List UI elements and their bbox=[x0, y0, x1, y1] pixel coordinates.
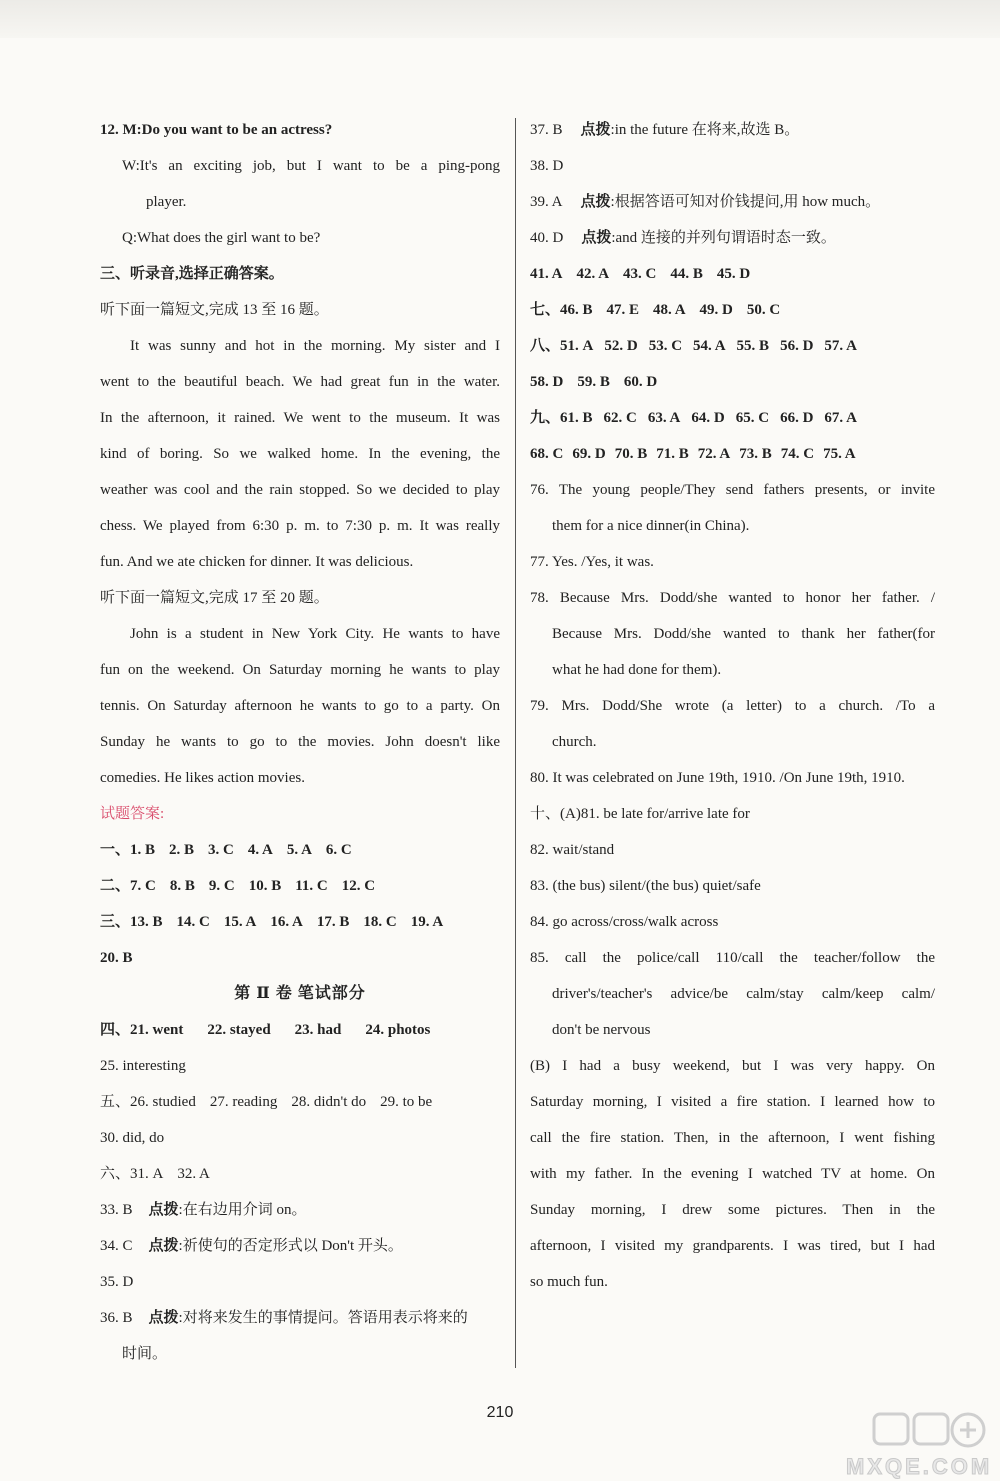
q84-line: 84. go across/cross/walk across bbox=[530, 914, 719, 930]
answer-row bbox=[100, 910, 500, 946]
answer-item: 53. C bbox=[648, 338, 683, 354]
answer-item: 22. stayed bbox=[207, 1022, 271, 1038]
answer-item: 65. C bbox=[735, 410, 770, 426]
q38-line: 38. D bbox=[530, 158, 564, 174]
answer-item: 56. D bbox=[780, 338, 814, 354]
answer-item: 72. A bbox=[697, 446, 731, 462]
q33-number: 33. B bbox=[100, 1202, 133, 1218]
section5-row2: 30. did, do bbox=[100, 1130, 165, 1146]
passage1-line: kind of boring. So we walked home. In the evening, the bbox=[100, 446, 500, 462]
answer-item: 43. C bbox=[623, 266, 657, 282]
passage1-line: chess. We played from 6:30 p. m. to 7:30 p. m. It was really bbox=[100, 518, 500, 534]
answer-item: 48. A bbox=[653, 302, 686, 318]
answer-item: 62. C bbox=[603, 410, 637, 426]
tip-label: 点拨 bbox=[581, 230, 612, 246]
tip-label: 点拨 bbox=[148, 1310, 179, 1326]
q78-cont: Because Mrs. Dodd/she wanted to thank her father(for bbox=[552, 626, 935, 642]
tip-label: 点拨 bbox=[148, 1238, 179, 1254]
q36-tip: :对将来发生的事情提问。答语用表示将来的 bbox=[178, 1310, 468, 1326]
q39-tip: :根据答语可知对价钱提问,用 how much。 bbox=[610, 194, 881, 210]
answer-item: 2. B bbox=[169, 842, 195, 858]
q39-number: 39. A bbox=[530, 194, 563, 210]
answer-item: 九、61. B bbox=[530, 410, 593, 426]
answer-item: 18. C bbox=[363, 914, 397, 930]
passage2-line: tennis. On Saturday afternoon he wants to go to a party. On bbox=[100, 698, 500, 714]
answer-item: 49. D bbox=[699, 302, 733, 318]
answer-item: 一、1. B bbox=[100, 842, 156, 858]
answer-row bbox=[530, 334, 935, 370]
answer-item: 71. B bbox=[656, 446, 689, 462]
q40-number: 40. D bbox=[530, 230, 564, 246]
partB-line: afternoon, I visited my grandparents. I was tired, but I had bbox=[530, 1238, 935, 1254]
section6-row bbox=[100, 1162, 500, 1198]
section4-row2: 25. interesting bbox=[100, 1058, 186, 1074]
q36-line bbox=[100, 1306, 500, 1342]
q35-line: 35. D bbox=[100, 1274, 134, 1290]
left-column bbox=[100, 118, 500, 1378]
watermark-text: MXQE.COM bbox=[846, 1454, 993, 1479]
answer-item: 三、13. B bbox=[100, 914, 163, 930]
q77-line: 77. Yes. /Yes, it was. bbox=[530, 554, 654, 570]
passage1-intro: 听下面一篇短文,完成 13 至 16 题。 bbox=[100, 302, 329, 318]
q85-cont: don't be nervous bbox=[552, 1022, 651, 1038]
answer-item: 58. D bbox=[530, 374, 564, 390]
answer-item: 68. C bbox=[530, 446, 564, 462]
answer-item: 50. C bbox=[746, 302, 781, 318]
answer-item: 52. D bbox=[604, 338, 638, 354]
q37-tip: :in the future 在将来,故选 B。 bbox=[610, 122, 800, 138]
column-divider bbox=[515, 118, 516, 1368]
q40-tip: :and 连接的并列句谓语时态一致。 bbox=[611, 230, 836, 246]
q40-line bbox=[530, 226, 935, 262]
answer-item: 59. B bbox=[577, 374, 610, 390]
answer-item: 75. A bbox=[823, 446, 856, 462]
answer-row bbox=[100, 946, 500, 982]
q37-number: 37. B bbox=[530, 122, 563, 138]
q36-cont: 时间。 bbox=[122, 1346, 168, 1362]
right-column bbox=[530, 118, 935, 1306]
q36-number: 36. B bbox=[100, 1310, 133, 1326]
answer-item: 60. D bbox=[623, 374, 658, 390]
answer-item: 67. A bbox=[824, 410, 857, 426]
partB-line: with my father. In the evening I watched TV at home. On bbox=[530, 1166, 935, 1182]
q78-cont: what he had done for them). bbox=[552, 662, 722, 678]
answer-item: 55. B bbox=[736, 338, 770, 354]
answer-item: 五、26. studied bbox=[100, 1094, 196, 1110]
q76-line: 76. The young people/They send fathers presents, or invite bbox=[530, 482, 935, 498]
partB-line: (B) I had a busy weekend, but I was very happy. On bbox=[530, 1058, 935, 1074]
answer-row bbox=[530, 370, 935, 406]
partB-line: Saturday morning, I visited a fire station. I learned how to bbox=[530, 1094, 935, 1110]
answer-item: 六、31. A bbox=[100, 1166, 164, 1182]
q33-tip: :在右边用介词 on。 bbox=[178, 1202, 307, 1218]
answer-item: 10. B bbox=[248, 878, 282, 894]
q12-question: Q:What does the girl want to be? bbox=[122, 230, 321, 246]
answer-item: 45. D bbox=[716, 266, 751, 282]
passage2-line: Sunday he wants to go to the movies. John doesn't like bbox=[100, 734, 500, 750]
answer-item: 69. D bbox=[572, 446, 606, 462]
passage1-line: went to the beautiful beach. We had great fun in the water. bbox=[100, 374, 500, 390]
answer-item: 47. E bbox=[606, 302, 640, 318]
answer-item: 64. D bbox=[691, 410, 725, 426]
answer-item: 70. B bbox=[614, 446, 648, 462]
q80-line: 80. It was celebrated on June 19th, 1910. /On June 19th, 1910. bbox=[530, 770, 905, 786]
answer-item: 24. photos bbox=[365, 1022, 431, 1038]
answer-item: 8. B bbox=[169, 878, 195, 894]
q79-cont: church. bbox=[552, 734, 597, 750]
passage2-line: comedies. He likes action movies. bbox=[100, 770, 305, 786]
q78-line: 78. Because Mrs. Dodd/she wanted to honor her father. / bbox=[530, 590, 935, 606]
section5-row bbox=[100, 1090, 500, 1126]
answer-item: 29. to be bbox=[380, 1094, 433, 1110]
answer-item: 11. C bbox=[295, 878, 328, 894]
passage1-line: weather was cool and the rain stopped. So we decided to play bbox=[100, 482, 500, 498]
answer-item: 74. C bbox=[780, 446, 815, 462]
answer-item: 四、21. went bbox=[100, 1022, 184, 1038]
top-scan-strip bbox=[0, 0, 1000, 38]
q81-line: 十、(A)81. be late for/arrive late for bbox=[530, 806, 750, 822]
tip-label: 点拨 bbox=[580, 194, 611, 210]
answer-item: 57. A bbox=[824, 338, 857, 354]
q34-number: 34. C bbox=[100, 1238, 133, 1254]
q12-w-line: W:It's an exciting job, but I want to be a ping-pong bbox=[122, 158, 500, 174]
q82-line: 82. wait/stand bbox=[530, 842, 615, 858]
q85-cont: driver's/teacher's advice/be calm/stay calm/keep calm/ bbox=[552, 986, 935, 1002]
passage1-line: fun. And we ate chicken for dinner. It was delicious. bbox=[100, 554, 414, 570]
answer-item: 19. A bbox=[410, 914, 444, 930]
answer-item: 44. B bbox=[670, 266, 703, 282]
q37-line bbox=[530, 118, 935, 154]
answer-row bbox=[530, 298, 935, 334]
answer-item: 54. A bbox=[693, 338, 726, 354]
answer-item: 63. A bbox=[647, 410, 681, 426]
q12-line: 12. M:Do you want to be an actress? bbox=[100, 122, 333, 138]
answer-item: 4. A bbox=[247, 842, 273, 858]
answer-row bbox=[530, 406, 935, 442]
q79-line: 79. Mrs. Dodd/She wrote (a letter) to a church. /To a bbox=[530, 698, 935, 714]
part2-title: 第 Ⅱ 卷 笔试部分 bbox=[234, 985, 366, 1002]
answer-item: 66. D bbox=[780, 410, 814, 426]
answer-row bbox=[530, 442, 935, 478]
answer-item: 17. B bbox=[316, 914, 350, 930]
tip-label: 点拨 bbox=[148, 1202, 179, 1218]
q85-line: 85. call the police/call 110/call the teacher/follow the bbox=[530, 950, 935, 966]
answer-item: 27. reading bbox=[209, 1094, 278, 1110]
q33-line bbox=[100, 1198, 500, 1234]
passage2-line: John is a student in New York City. He wants to have bbox=[130, 626, 500, 642]
answer-row bbox=[100, 838, 500, 874]
passage1-line: It was sunny and hot in the morning. My sister and I bbox=[130, 338, 500, 354]
q12-w-line2: player. bbox=[146, 194, 187, 210]
passage2-line: fun on the weekend. On Saturday morning he wants to play bbox=[100, 662, 500, 678]
answer-item: 73. B bbox=[739, 446, 772, 462]
q76-cont: them for a nice dinner(in China). bbox=[552, 518, 750, 534]
answer-item: 七、46. B bbox=[530, 302, 593, 318]
section4-row bbox=[100, 1018, 500, 1054]
answer-row bbox=[530, 262, 935, 298]
answer-item: 15. A bbox=[223, 914, 257, 930]
answer-item: 6. C bbox=[325, 842, 352, 858]
passage1-line: In the afternoon, it rained. We went to the museum. It was bbox=[100, 410, 500, 426]
passage2-intro: 听下面一篇短文,完成 17 至 20 题。 bbox=[100, 590, 329, 606]
answer-item: 28. didn't do bbox=[291, 1094, 367, 1110]
partB-line: Sunday morning, I drew some pictures. Then in the bbox=[530, 1202, 935, 1218]
q83-line: 83. (the bus) silent/(the bus) quiet/safe bbox=[530, 878, 761, 894]
q34-tip: :祈使句的否定形式以 Don't 开头。 bbox=[178, 1238, 403, 1254]
answer-row bbox=[100, 874, 500, 910]
partB-line: so much fun. bbox=[530, 1274, 608, 1290]
q39-line bbox=[530, 190, 935, 226]
partB-line: call the fire station. Then, in the afternoon, I went fishing bbox=[530, 1130, 935, 1146]
answers-label: 试题答案: bbox=[100, 806, 165, 822]
answer-item: 14. C bbox=[176, 914, 210, 930]
answer-item: 16. A bbox=[270, 914, 303, 930]
answer-item: 5. A bbox=[286, 842, 312, 858]
page-number: 210 bbox=[486, 1404, 514, 1421]
answer-item: 42. A bbox=[576, 266, 610, 282]
answer-item: 八、51. A bbox=[530, 338, 594, 354]
answer-item: 41. A bbox=[530, 266, 563, 282]
answer-item: 12. C bbox=[341, 878, 376, 894]
answer-item: 23. had bbox=[294, 1022, 342, 1038]
q34-line bbox=[100, 1234, 500, 1270]
tip-label: 点拨 bbox=[580, 122, 611, 138]
answer-item: 32. A bbox=[177, 1166, 210, 1182]
answer-item: 20. B bbox=[100, 950, 133, 966]
answer-item: 3. C bbox=[208, 842, 234, 858]
section3-heading: 三、听录音,选择正确答案。 bbox=[100, 266, 284, 282]
answer-item: 9. C bbox=[208, 878, 235, 894]
answer-item: 二、7. C bbox=[100, 878, 156, 894]
